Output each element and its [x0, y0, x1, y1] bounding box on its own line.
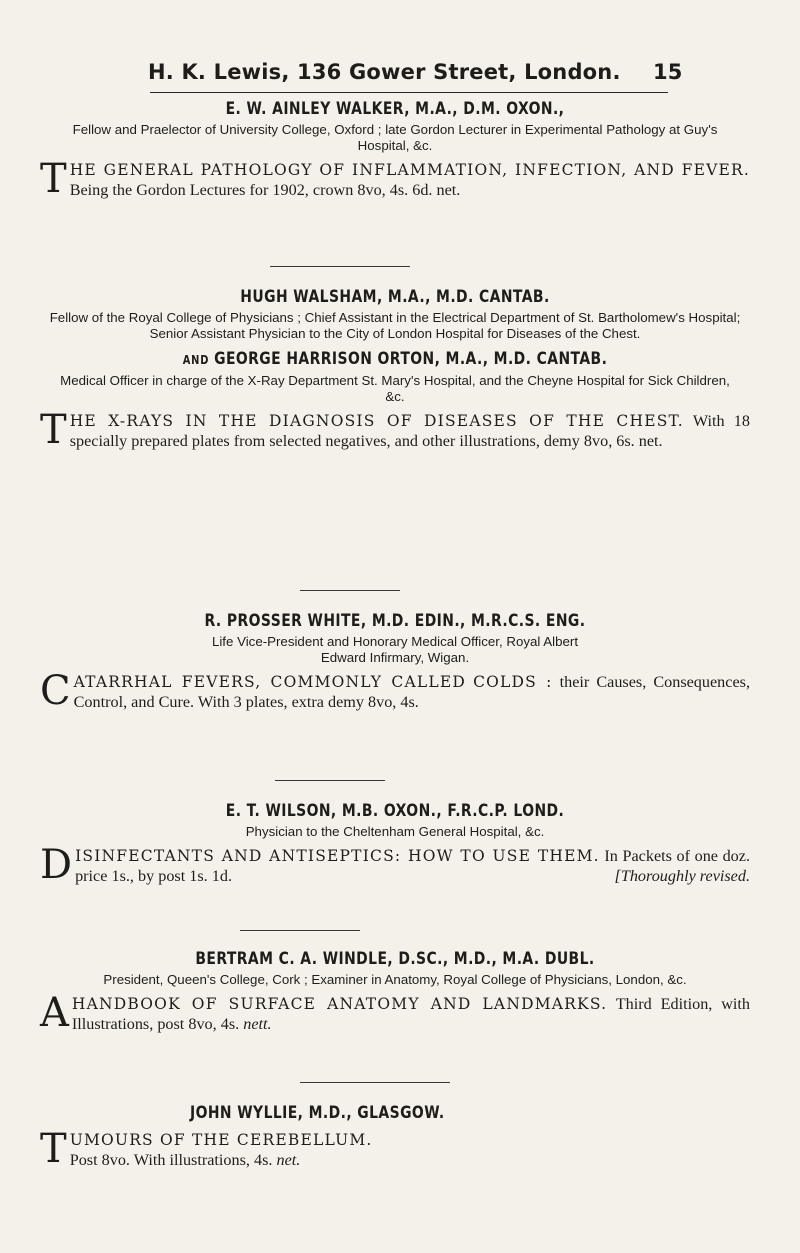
entry-walsham-orton — [40, 286, 750, 451]
revision-note: [Thoroughly revised. — [614, 867, 750, 885]
drop-initial: T — [40, 407, 67, 453]
divider-rule — [240, 930, 360, 931]
book-details: Post 8vo. With illustrations, 4s. — [69, 1151, 273, 1169]
author-name: E. T. WILSON, M.B. OXON., F.R.C.P. LOND. — [225, 801, 565, 821]
entry-wyllie — [40, 1102, 750, 1170]
book-details: Third Edition, with Illustrations, post 8vo, 4s. — [71, 995, 750, 1033]
author-name: HUGH WALSHAM, M.A., M.D. CANTAB. — [240, 287, 550, 307]
book-details: their Causes, Consequences, Control, and Cure. With 3 plates, extra demy 8vo, 4s. — [73, 673, 750, 711]
page-number: 15 — [653, 60, 683, 84]
divider-rule — [275, 780, 385, 781]
author-name: E. W. AINLEY WALKER, M.A., D.M. OXON., — [225, 99, 565, 119]
book-entry — [40, 668, 750, 714]
book-title: HE GENERAL PATHOLOGY OF INFLAMMATION, INFECTION, AND FEVER. — [69, 161, 750, 179]
header-rule — [150, 92, 668, 93]
book-title: UMOURS OF THE CEREBELLUM. — [69, 1131, 373, 1149]
book-details-italic: nett. — [243, 1015, 272, 1033]
book-details: In Packets of one doz. price 1s., by post 1s. 1d. — [75, 847, 751, 885]
entry-wilson — [40, 800, 750, 886]
book-entry — [40, 156, 750, 202]
book-title: HE X-RAYS IN THE DIAGNOSIS OF DISEASES OF THE CHEST. — [69, 412, 684, 430]
coauthor-affiliation: Medical Officer in charge of the X-Ray Department St. Mary's Hospital, and the Cheyne Hospital for Sick Children, &c. — [60, 373, 730, 404]
book-details: With 18 specially prepared plates from selected negatives, and other illustrations, demy 8vo, 6s. net. — [69, 412, 750, 450]
author-name: R. PROSSER WHITE, M.D. EDIN., M.R.C.S. ENG. — [204, 611, 586, 631]
entry-prosser-white — [40, 610, 750, 712]
coauthor-name: GEORGE HARRISON ORTON, M.A., M.D. CANTAB. — [214, 349, 608, 369]
author-name: BERTRAM C. A. WINDLE, D.SC., M.D., M.A. DUBL. — [195, 949, 595, 969]
book-details-italic: net. — [276, 1151, 301, 1169]
drop-initial: T — [40, 156, 67, 202]
book-entry — [40, 842, 751, 888]
author-affiliation: Physician to the Cheltenham General Hospital, &c. — [245, 824, 545, 839]
publisher-line: H. K. Lewis, 136 Gower Street, London. — [148, 60, 621, 84]
coauthor-line — [104, 348, 686, 371]
author-name: JOHN WYLLIE, M.D., GLASGOW. — [190, 1103, 445, 1123]
divider-rule — [300, 1082, 450, 1083]
drop-initial: C — [40, 668, 71, 714]
book-title: ISINFECTANTS AND ANTISEPTICS: HOW TO USE THEM. — [75, 847, 600, 865]
running-head — [148, 60, 683, 84]
and-conjunction: AND — [182, 353, 210, 367]
book-title: ATARRHAL FEVERS, COMMONLY CALLED — [73, 673, 466, 691]
book-title-cont: COLDS : — [473, 673, 553, 691]
divider-rule — [300, 590, 400, 591]
book-details: Being the Gordon Lectures for 1902, crown 8vo, 4s. 6d. net. — [69, 181, 461, 199]
book-entry — [40, 407, 750, 453]
entry-windle — [40, 948, 750, 1034]
drop-initial: A — [40, 990, 69, 1036]
book-title: HANDBOOK OF SURFACE ANATOMY AND LANDMARKS. — [71, 995, 608, 1013]
author-affiliation: Fellow and Praelector of University College, Oxford ; late Gordon Lecturer in Experimental Pathology at Guy's Hospital, &c. — [72, 122, 718, 153]
author-affiliation: Life Vice-President and Honorary Medical Officer, Royal Albert Edward Infirmary, Wigan. — [211, 634, 579, 665]
entry-walker — [40, 98, 750, 200]
drop-initial: T — [40, 1126, 67, 1172]
drop-initial: D — [40, 842, 73, 888]
book-entry — [40, 990, 750, 1036]
divider-rule — [270, 266, 410, 267]
author-affiliation: President, Queen's College, Cork ; Examiner in Anatomy, Royal College of Physicians, London, &c. — [103, 972, 687, 987]
book-entry — [40, 1126, 560, 1172]
author-affiliation: Fellow of the Royal College of Physicians ; Chief Assistant in the Electrical Department of St. Bartholomew's Hospital; Senior Assistant Physician to the City of London Hospital for Diseases of the Chest. — [49, 310, 741, 341]
